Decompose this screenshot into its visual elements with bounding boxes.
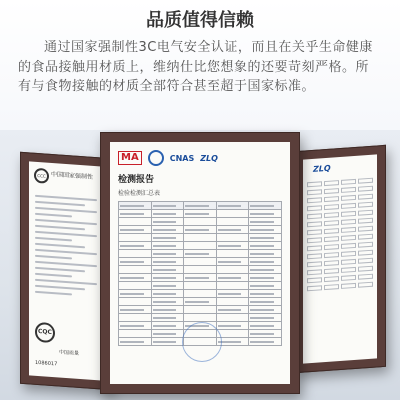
table-row bbox=[119, 306, 282, 314]
table-row bbox=[119, 210, 282, 218]
ccc-mark-icon: CCC bbox=[34, 168, 49, 184]
table-row bbox=[119, 218, 282, 226]
table-row bbox=[119, 282, 282, 290]
left-certificate-text bbox=[29, 194, 103, 297]
right-report-frame bbox=[294, 145, 386, 373]
cnas-logo-icon: CNAS bbox=[169, 153, 195, 163]
table-row bbox=[119, 266, 282, 274]
table-row bbox=[119, 250, 282, 258]
ma-logo-icon: MA bbox=[118, 151, 142, 165]
report-title: 检测报告 bbox=[118, 175, 155, 185]
intro-paragraph: 通过国家强制性3C电气安全认证，而且在关乎生命健康的食品接触用材质上，维纳仕比您想象的还要苛刻严格。所有与食物接触的材质全部符合甚至超于国家标准。 bbox=[18, 40, 373, 94]
official-stamp-icon bbox=[182, 322, 222, 362]
table-row bbox=[119, 242, 282, 250]
headline: 品质值得信赖 bbox=[146, 10, 254, 31]
table-row bbox=[119, 234, 282, 242]
accreditation-logos bbox=[118, 148, 282, 168]
table-row bbox=[119, 202, 282, 210]
table-row bbox=[119, 314, 282, 322]
certificate-number: 1086017 bbox=[35, 359, 58, 368]
report-subtitle: 检验检测汇总表 bbox=[118, 190, 161, 197]
right-report-logo: ZLQ bbox=[313, 163, 331, 174]
table-row bbox=[119, 274, 282, 282]
center-report-frame bbox=[100, 132, 300, 394]
table-row bbox=[119, 290, 282, 298]
center-report-paper bbox=[110, 142, 290, 384]
left-certificate-frame bbox=[20, 152, 112, 390]
right-report-table bbox=[303, 177, 377, 291]
table-row bbox=[119, 298, 282, 306]
cqc-mark-icon: CQC bbox=[35, 322, 55, 343]
left-certificate-footer: 中国质量 bbox=[59, 349, 80, 357]
table-row bbox=[119, 258, 282, 266]
right-report-paper bbox=[303, 154, 377, 363]
cert-seal-icon bbox=[148, 150, 164, 166]
ilac-logo-icon: ZLQ bbox=[200, 153, 218, 163]
left-certificate-title: 中国国家强制性 bbox=[51, 170, 94, 181]
table-row bbox=[119, 226, 282, 234]
left-certificate-paper bbox=[29, 161, 103, 380]
